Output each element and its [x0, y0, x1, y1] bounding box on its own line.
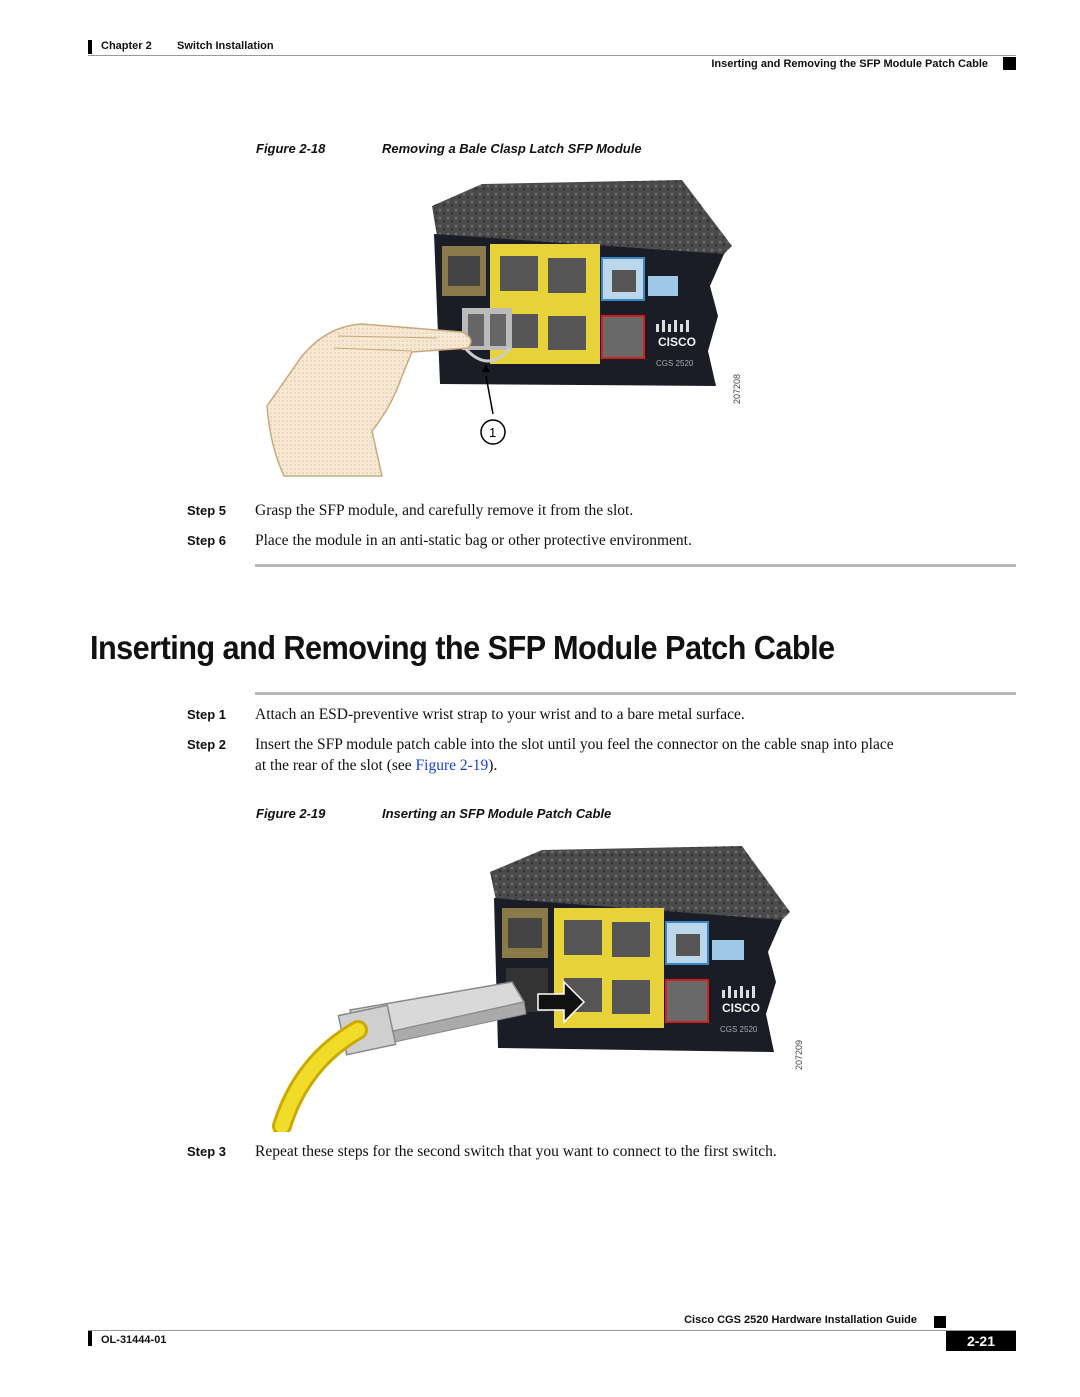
figure19-title: Inserting an SFP Module Patch Cable — [382, 806, 612, 821]
usb-port — [712, 940, 744, 960]
doc-number: OL-31444-01 — [101, 1334, 167, 1346]
step3-label: Step 3 — [186, 1144, 226, 1159]
step5-label: Step 5 — [186, 503, 226, 518]
figure-2-19-link[interactable]: Figure 2-19 — [415, 757, 489, 774]
header-rule — [88, 55, 1016, 56]
header-section-title: Inserting and Removing the SFP Module Patch Cable — [711, 58, 988, 70]
svg-text:CGS 2520: CGS 2520 — [656, 359, 694, 368]
step3-text: Repeat these steps for the second switch that you want to connect to the first switch. — [255, 1143, 777, 1160]
step2-text-prefix: at the rear of the slot (see — [255, 757, 416, 774]
step2-text-line2 — [255, 755, 497, 776]
procedure-start-rule — [255, 692, 1016, 695]
svg-text:CGS 2520: CGS 2520 — [720, 1025, 758, 1034]
step1-label: Step 1 — [186, 707, 226, 722]
figure18-title: Removing a Bale Clasp Latch SFP Module — [382, 141, 642, 156]
footer-square — [934, 1316, 946, 1328]
header-bar-left — [88, 40, 92, 54]
step1-text: Attach an ESD-preventive wrist strap to your wrist and to a bare metal surface. — [255, 706, 745, 723]
step2-label: Step 2 — [186, 737, 226, 752]
svg-text:CISCO: CISCO — [722, 1001, 761, 1015]
step2-text-line1: Insert the SFP module patch cable into the slot until you feel the connector on the cable snap into place — [255, 736, 894, 753]
svg-text:1: 1 — [489, 425, 497, 440]
svg-text:CISCO: CISCO — [658, 335, 697, 349]
section-heading: Inserting and Removing the SFP Module Patch Cable — [90, 629, 835, 666]
usb-port — [648, 276, 678, 296]
figure18-illustration — [262, 176, 754, 486]
hand — [267, 324, 471, 476]
procedure-end-rule — [255, 564, 1016, 567]
footer-rule — [88, 1330, 1016, 1331]
figure18-art-id: 207208 — [732, 373, 742, 404]
alarm-port-red — [602, 316, 644, 358]
step6-label: Step 6 — [186, 533, 226, 548]
figure18-number: Figure 2-18 — [256, 141, 326, 156]
footer-bar-left — [88, 1331, 92, 1346]
figure19-number: Figure 2-19 — [256, 806, 326, 821]
alarm-port-red — [666, 980, 708, 1022]
figure19-illustration — [262, 842, 810, 1132]
chapter-title: Switch Installation — [177, 40, 274, 52]
header-square — [1003, 57, 1016, 70]
chapter-label: Chapter 2 — [101, 40, 152, 52]
figure19-art-id: 207209 — [794, 1039, 804, 1070]
step5-text: Grasp the SFP module, and carefully remove it from the slot. — [255, 502, 634, 519]
step2-text-suffix: ). — [488, 757, 498, 774]
footer-guide-title: Cisco CGS 2520 Hardware Installation Guide — [684, 1314, 917, 1326]
step6-text: Place the module in an anti-static bag or other protective environment. — [255, 532, 692, 549]
page-number: 2-21 — [946, 1331, 1016, 1351]
